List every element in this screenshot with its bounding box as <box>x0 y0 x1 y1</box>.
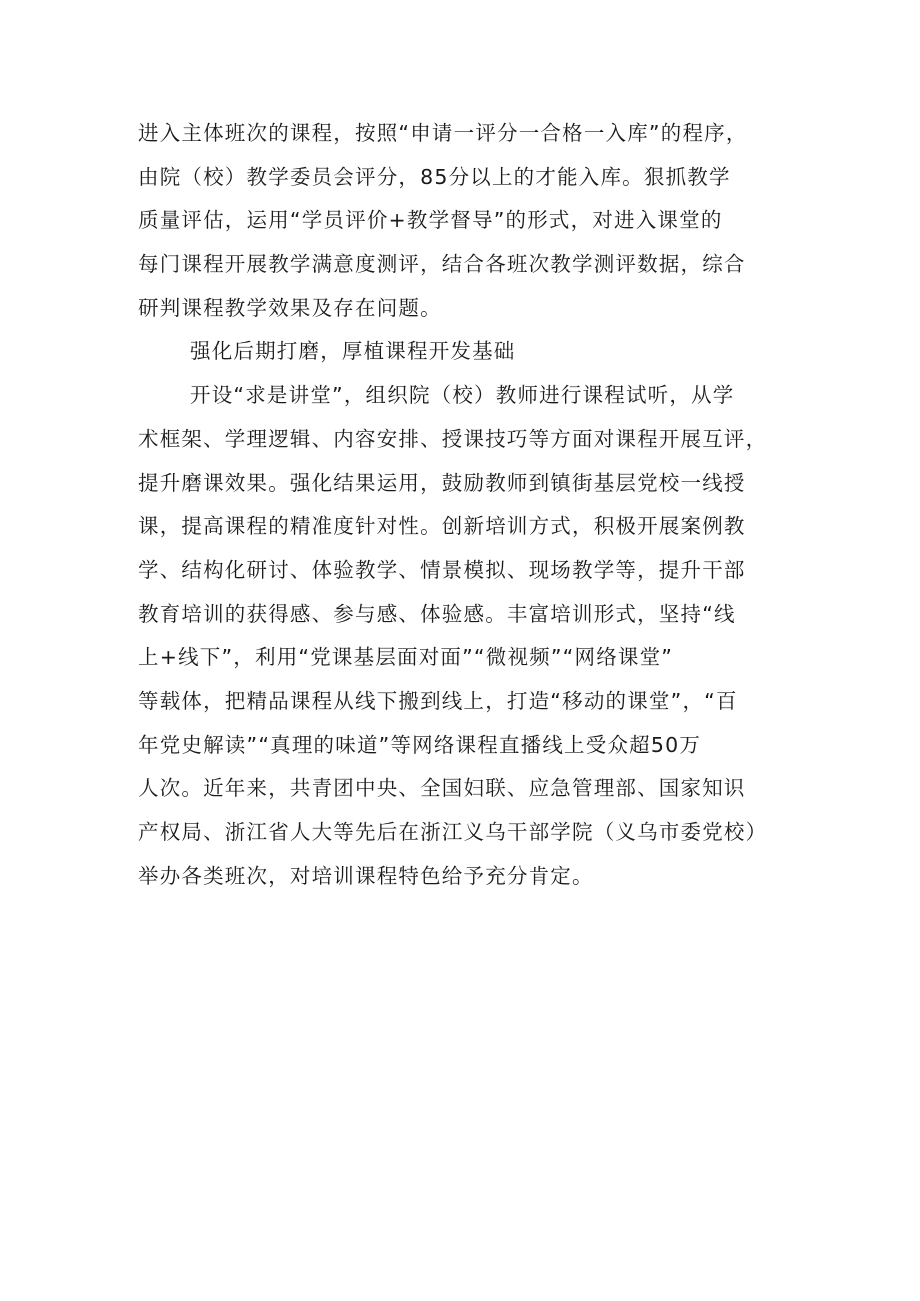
paragraph-line: 产权局、浙江省人大等先后在浙江义乌干部学院（义乌市委党校） <box>138 820 768 844</box>
paragraph-line: 教育培训的获得感、参与感、体验感。丰富培训形式，坚持“线 <box>138 601 736 626</box>
paragraph-line: 上+线下”，利用“党课基层面对面”“微视频”“网络课堂” <box>138 645 674 670</box>
paragraph-line: 学、结构化研讨、体验教学、情景模拟、现场教学等，提升干部 <box>138 557 746 582</box>
section-heading: 强化后期打磨，厚植课程开发基础 <box>190 339 516 364</box>
paragraph-line: 人次。近年来，共青团中央、全国妇联、应急管理部、国家知识 <box>138 776 746 801</box>
paragraph-line: 年党史解读”“真理的味道”等网络课程直播线上受众超50万 <box>138 732 702 757</box>
paragraph-line: 研判课程教学效果及存在问题。 <box>138 295 442 320</box>
paragraph-line: 课，提高课程的精准度针对性。创新培训方式，积极开展案例教 <box>138 514 746 539</box>
paragraph-line: 质量评估，运用“学员评价+教学督导”的形式，对进入课堂的 <box>138 208 723 233</box>
paragraph-line: 举办各类班次，对培训课程特色给予充分肯定。 <box>138 863 594 888</box>
paragraph-line: 由院（校）教学委员会评分，85分以上的才能入库。狠抓教学 <box>138 164 731 189</box>
paragraph-line: 开设“求是讲堂”，组织院（校）教师进行课程试听，从学 <box>190 383 735 408</box>
document-body <box>138 112 798 898</box>
paragraph-line: 等载体，把精品课程从线下搬到线上，打造“移动的课堂”，“百 <box>138 688 738 713</box>
paragraph-line: 进入主体班次的课程，按照“申请一评分一合格一入库”的程序， <box>138 121 748 145</box>
paragraph-line: 每门课程开展教学满意度测评，结合各班次教学测评数据，综合 <box>138 252 746 277</box>
paragraph-line: 提升磨课效果。强化结果运用，鼓励教师到镇街基层党校一线授 <box>138 470 746 495</box>
paragraph-line: 术框架、学理逻辑、内容安排、授课技巧等方面对课程开展互评， <box>138 426 768 451</box>
